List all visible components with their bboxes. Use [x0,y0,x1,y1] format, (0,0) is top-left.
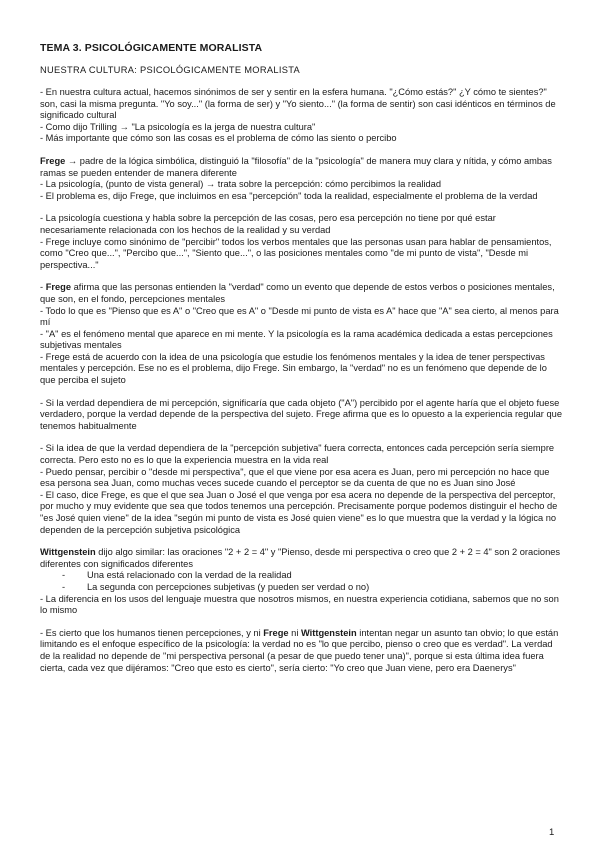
paragraph: - Si la verdad dependiera de mi percepción, significaría que cada objeto ("A") percibido por el agente haría que el objeto fuese verdadero, porque la verdad depende de la perspectiva del sujeto. Frege afirma que es lo opuesto a la experiencia regular que tenemos habitualmente [40,397,562,431]
list-item-text: La segunda con percepciones subjetivas (y pueden ser verdad o no) [87,581,370,592]
dash-bullet: - [62,581,66,592]
page-number: 1 [549,827,555,838]
section-perception [40,213,562,271]
text-run: dijo algo similar: las oraciones "2 + 2 = 4" y "Pienso, desde mi perspectiva o creo que 2 + 2 = 4" son 2 oraciones diferentes con significados diferentes [40,547,561,569]
bold-name-frege: Frege [40,155,66,166]
section-culture [40,87,562,145]
document-content [40,42,562,685]
paragraph [40,156,562,179]
dash-bullet: - [62,570,66,581]
list-item-text: Una está relacionado con la verdad de la realidad [87,570,292,581]
paragraph: - Más importante que cómo son las cosas es el problema de cómo las siento o percibo [40,133,397,144]
sub-list [40,570,562,593]
text-run: → padre de la lógica simbólica, distinguió la "filosofía" de la "psicología" de manera muy clara y nítida, y cómo ambas ramas se pueden entender de manera diferente [40,155,552,178]
text-run: ni [288,627,301,638]
paragraph: - La diferencia en los usos del lenguaje muestra que nosotros mismos, en nuestra experiencia cotidiana, sabemos que no son lo mismo [40,593,559,616]
section-conclusion [40,628,562,674]
paragraph: - Todo lo que es "Pienso que es A" o "Creo que es A" o "Desde mi punto de vista es A" hace que "A" sea cierto, al menos para mí [40,305,559,328]
text-run: - [40,282,46,293]
text-run: afirma que las personas entienden la "verdad" como un evento que depende de estos verbos o posiciones mentales, que son, en el fondo, percepciones mentales [40,282,555,304]
paragraph: - Como dijo Trilling → "La psicología es la jerga de nuestra cultura" [40,121,316,132]
section-frege-intro [40,156,562,202]
text-run: - Es cierto que los humanos tienen percepciones, y ni [40,627,264,638]
section-wittgenstein [40,547,562,617]
section-dependence [40,398,562,433]
paragraph: - "A" es el fenómeno mental que aparece en mi mente. Y la psicología es la rama académica dedicada a estas percepciones subjetivas mentales [40,328,553,351]
list-item [40,570,562,582]
paragraph: - La psicología cuestiona y habla sobre la percepción de las cosas, pero esa percepción no tiene por qué estar necesariamente relacionada con los hechos de la realidad y su verdad [40,213,496,235]
bold-name-frege: Frege [45,282,72,293]
list-item [40,582,562,594]
section-juan-jose [40,443,562,536]
paragraph: - El problema es, dijo Frege, que incluimos en esa "percepción" toda la realidad, especialmente el problema de la verdad [40,190,538,201]
paragraph [40,282,562,305]
section-truth-event [40,282,562,386]
paragraph: - Si la idea de que la verdad dependiera de la "percepción subjetiva" fuera correcta, entonces cada percepción sería siempre correcta. Pero esto no es lo que la experiencia muestra en la vida real [40,443,555,466]
paragraph: - En nuestra cultura actual, hacemos sinónimos de ser y sentir en la esfera humana. "¿Cómo estás?" ¿Y cómo te sientes?" son, casi la misma pregunta. "Yo soy..." (la forma de ser) y "Yo siento..." (la forma de sentir) son casi idénticos en términos de significado cultural [40,87,556,121]
paragraph: - El caso, dice Frege, es que el que sea Juan o José el que venga por esa acera no depende de la perspectiva del perceptor, por mucho y muy evidente que sea que todos tenemos una percepción. Precisamente porque podemos distinguir el hecho de "es José quien viene" de la idea "según mi punto de vista es José quien viene" es lo que muestra que la verdad y la lógica no dependen de la percepción subjetiva psicológica [40,489,558,535]
bold-name-frege: Frege [263,627,289,638]
bold-name-wittgenstein: Wittgenstein [300,627,357,638]
document-title: TEMA 3. PSICOLÓGICAMENTE MORALISTA [40,42,263,54]
paragraph: - Puedo pensar, percibir o "desde mi perspectiva", que el que viene por esa acera es Juan, pero mi percepción no hace que esa persona sea Juan, como muchas veces sucede cuando el perceptor se da cuenta de que no es Juan sino José [40,466,550,489]
document-subtitle: NUESTRA CULTURA: PSICOLÓGICAMENTE MORALISTA [40,65,300,75]
paragraph [40,628,562,674]
paragraph [40,547,562,570]
paragraph: - La psicología, (punto de vista general) → trata sobre la percepción: cómo percibimos la realidad [40,179,442,190]
paragraph: - Frege está de acuerdo con la idea de una psicología que estudie los fenómenos mentales y la idea de tener perspectivas mentales y percepción. Ese no es el problema, dijo Frege. Sin embargo, la "verdad" no es un fenómeno que depende de lo que perciba el sujeto [40,351,547,386]
bold-name-wittgenstein: Wittgenstein [40,547,96,558]
text-run: intentan negar un asunto tan obvio; lo que están limitando es el enfoque específico de la psicología: la verdad no es "lo que percibo, pienso o creo que es verdad". La verdad de la realidad no depende de "mi perspectiva personal (a pesar de que puedo tener una)", porque si esta última idea fuera cierta, cada vez que dijéramos: "Creo que esto es cierto", sería cierto: "Yo creo que Juan viene, pero era Daenerys" [40,627,559,673]
paragraph: - Frege incluye como sinónimo de "percibir" todos los verbos mentales que las personas usan para hablar de pensamientos, como "Creo que...", "Percibo que...", "Siento que...", o las posiciones mentales como "de mi punto de vista", "Desde mi perspectiva..." [40,236,552,270]
